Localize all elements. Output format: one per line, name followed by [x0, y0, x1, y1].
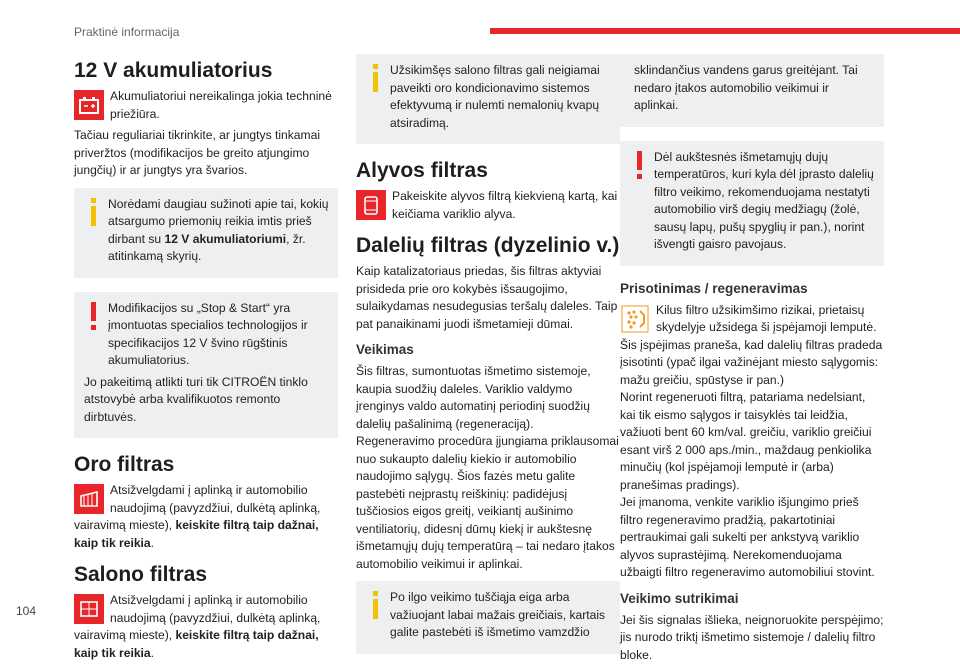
warning-icon: [88, 302, 100, 336]
operation-heading: Veikimas: [356, 342, 414, 357]
battery-heading: 12 V akumuliatorius: [74, 59, 273, 82]
air-filter-text: Atsižvelgdami į aplinką ir automobilio naudojimą (pavyzdžiui, dulkėtą aplinką, vairavimą mieste), keiskite filtrą taip dažnai, kaip tik reikia.: [74, 483, 321, 550]
info-icon: [370, 64, 382, 98]
header-accent-bar: [490, 28, 960, 34]
column-1: [74, 52, 338, 666]
page-number: 104: [16, 604, 37, 618]
fault-text: Jei šis signalas išlieka, neignoruokite perspėjimo; jis nurodo triktį išmetimo sistemoje / dalelių filtro bloke.: [620, 612, 884, 662]
cabin-filter-icon: [74, 594, 104, 624]
header-title: Praktinė informacija: [74, 25, 180, 39]
operation-text-1: Šis filtras, sumontuotas išmetimo sistemoje, kaupia suodžių daleles. Variklio valdymo įrenginys valdo automatinį periodinį suodžių dalelių pašalinimą (regeneraciją).: [356, 364, 591, 431]
saturation-heading: Prisotinimas / regeneravimas: [620, 280, 808, 296]
cabin-filter-info-text: Užsikimšęs salono filtras gali neigiamai paveikti oro kondicionavimo sistemos efektyvumą ir nulemti nemalonių kvapų atsiradimą.: [390, 63, 600, 130]
steam-info-text: Po ilgo veikimo tuščiąja eiga arba važiuojant labai mažais greičiais, kartais galite pastebėti iš išmetimo vamzdžio: [390, 590, 606, 639]
battery-text-2: Tačiau reguliariai tikrinkite, ar jungtys tinkamai priveržtos (modifikacijos be greito atjungimo jungčių) ir ar jungtys yra švarios.: [74, 128, 321, 177]
particle-filter-heading: Dalelių filtras (dyzelinio v.): [356, 234, 620, 257]
air-filter-icon: [74, 484, 104, 514]
warning-icon: [634, 151, 646, 185]
saturation-text-1: Kilus filtro užsikimšimo rizikai, prietaisų skydelyje užsidega ši įspėjamoji lemputė.: [656, 302, 877, 334]
cabin-filter-info-box: [356, 54, 620, 144]
cabin-filter-row: [74, 592, 338, 662]
info-icon: [88, 198, 100, 232]
heat-warning-text: Dėl aukštesnės išmetamųjų dujų temperatūros, kuri kyla dėl įprasto dalelių filtro veikimo, rekomenduojama nestatyti automobilio virš degių medžiagų (žolė, sausų lapų, pušų spyglių ir pan.), norint išvengti gaisro pavojaus.: [654, 149, 874, 251]
steam-info-box: [356, 581, 620, 654]
steam-info-text-continued: sklindančius vandens garus greitėjant. Tai nedaro įtakos automobilio veikimui ir aplinkai.: [634, 63, 858, 112]
saturation-row: [620, 302, 884, 337]
cabin-filter-heading: Salono filtras: [74, 563, 208, 586]
battery-maintenance-row: [74, 88, 338, 123]
battery-info-box: [74, 188, 338, 278]
air-filter-row: [74, 482, 338, 552]
battery-warning-text-2: Jo pakeitimą atlikti turi tik CITROËN tinklo atstovybė arba kvalifikuotos remonto dirbtuvės.: [84, 374, 308, 424]
column-2: [356, 52, 620, 654]
oil-filter-icon: [356, 190, 386, 220]
oil-filter-text: Pakeiskite alyvos filtrą kiekvieną kartą, kai keičiama variklio alyva.: [392, 189, 618, 221]
battery-text-1: Akumuliatoriui nereikalinga jokia techninė priežiūra.: [110, 89, 332, 121]
air-filter-heading: Oro filtras: [74, 453, 175, 476]
heat-warning-box: [620, 141, 884, 266]
particle-filter-text: Kaip katalizatoriaus priedas, šis filtras aktyviai prisideda prie oro kokybės išsaugojimo, sulaikydamas nesudegusias teršalų daleles. Taip pat panaikinami juodi išmetamieji dūmai.: [356, 264, 618, 331]
battery-service-icon: [74, 90, 104, 120]
info-icon: [370, 591, 382, 625]
saturation-text-3: Norint regeneruoti filtrą, patariama nedelsiant, kai tik eismo sąlygos ir taisyklės tai leidžia, važiuoti bent 60 km/val. greičiu, variklio greičiui esant virš 2 000 aps./min., maždaug penkiolika minučių (kol įspėjamoji lemputė ir (arba) pranešimas pradings).: [620, 390, 872, 492]
cabin-filter-text: Atsižvelgdami į aplinką ir automobilio naudojimą (pavyzdžiui, dulkėtą aplinką, vairavimą mieste), keiskite filtrą taip dažnai, kaip tik reikia.: [74, 593, 321, 660]
saturation-text-2: Šis įspėjimas praneša, kad dalelių filtras pradeda įsisotinti (ypač ilgai važinėjant miesto sąlygomis: mažu greičiu, spūstyse ir pan.): [620, 337, 883, 387]
saturation-text-4: Jei įmanoma, venkite variklio išjungimo prieš filtro regeneravimo pradžią, pakartotiniai pertraukimai gali sukelti per ankstyvą variklio alyvos suprastėjimą. Nerekomenduojama užbaigti filtro regeneravimo automobiliui stovint.: [620, 495, 875, 579]
operation-text-2: Regeneravimo procedūra įjungiama priklausomai nuo sukaupto dalelių kiekio ir automobilio naudojimo sąlygų. Šios fazės metu galite pastebėti neįprastų reiškinių: padidėjusį tuščiosios eigos greitį, veikiantį aušinimo ventiliatorių, didesnį dūmų kiekį ir aukštesnę išmetamųjų dujų temperatūrą – tai nedaro įtakos automobilio veikimui ir aplinkai.: [356, 434, 619, 571]
column-3: [620, 52, 884, 668]
oil-filter-row: [356, 188, 620, 223]
steam-info-box-continued: [620, 54, 884, 127]
battery-warning-box: [74, 292, 338, 439]
fault-heading: Veikimo sutrikimai: [620, 590, 739, 606]
battery-warning-text-1: Modifikacijos su „Stop & Start“ yra įmontuotas specialios technologijos ir specifikacijos 12 V švino rūgštinis akumuliatorius.: [108, 300, 308, 367]
particle-filter-warning-lamp-icon: [620, 304, 650, 334]
oil-filter-heading: Alyvos filtras: [356, 159, 488, 182]
battery-info-text: Norėdami daugiau sužinoti apie tai, kokių atsargumo priemonių reikia imtis prieš dirbant su 12 V akumuliatoriumi, žr. atitinkamą skyrių.: [108, 196, 329, 263]
